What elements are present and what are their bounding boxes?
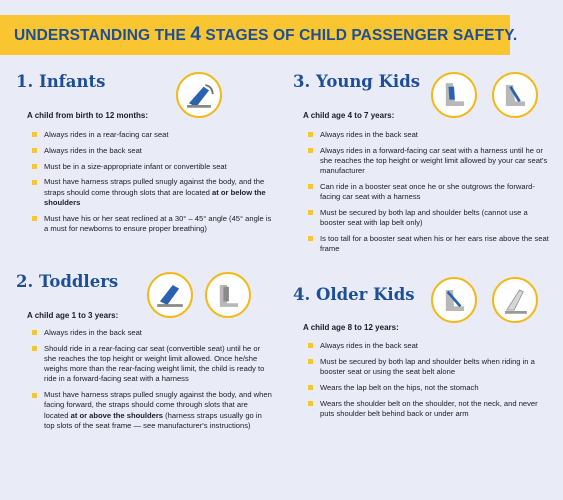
toddlers-heading: 2. Toddlers (16, 272, 119, 291)
list-item: Must be secured by both lap and shoulder belts (cannot use a booster seat with lap belt only) (306, 208, 550, 228)
infants-list (30, 130, 272, 240)
infants-heading: 1. Infants (16, 72, 106, 91)
list-item: Always rides in the back seat (306, 130, 550, 140)
booster-seat-icon (431, 277, 477, 323)
list-item: Always rides in the back seat (306, 341, 550, 351)
young-kids-heading: 3. Young Kids (293, 72, 421, 91)
young-kids-list (306, 130, 550, 260)
list-item: Always rides in the back seat (30, 146, 272, 156)
list-item: Must have harness straps pulled snugly against the body, and the straps should come through slots that are located at or below the shoulders (30, 177, 272, 208)
list-item: Is too tall for a booster seat when his or her ears rise above the seat frame (306, 234, 550, 254)
older-kids-list (306, 341, 550, 425)
list-item: Must be in a size-appropriate infant or convertible seat (30, 162, 272, 172)
infants-subheading: A child from birth to 12 months: (27, 111, 149, 120)
list-item: Must have harness straps pulled snugly against the body, and when facing forward, the straps should come through slots that are located at or above the shoulders (harness straps usually go in top slots of the seat frame — see manufacturer's instructions) (30, 390, 272, 431)
forward-facing-seat-icon (205, 272, 251, 318)
list-item: Always rides in a rear-facing car seat (30, 130, 272, 140)
list-item: Wears the lap belt on the hips, not the stomach (306, 383, 550, 393)
list-item: Should ride in a rear-facing car seat (convertible seat) until he or she reaches the top height or weight limit allowed. Once he/she weighs more than the rear-facing weight limit, the child is ready to ride in a forward-facing seat with a harness (30, 344, 272, 385)
vehicle-seat-belt-icon (492, 277, 538, 323)
toddlers-subheading: A child age 1 to 3 years: (27, 311, 119, 320)
title-banner (0, 15, 518, 55)
young-kids-subheading: A child age 4 to 7 years: (303, 111, 395, 120)
rear-facing-convertible-seat-icon (147, 272, 193, 318)
high-back-booster-seat-icon (492, 72, 538, 118)
rear-facing-infant-seat-icon (176, 72, 222, 118)
list-item: Always rides in the back seat (30, 328, 272, 338)
list-item: Must be secured by both lap and shoulder belts when riding in a booster seat or using the seat belt alone (306, 357, 550, 377)
toddlers-list (30, 328, 272, 437)
list-item: Wears the shoulder belt on the shoulder, not the neck, and never puts shoulder belt behind back or under arm (306, 399, 550, 419)
list-item: Always rides in a forward-facing car seat with a harness until he or she reaches the top height or weight limit allowed by your car seat's manufacturer (306, 146, 550, 177)
stage-count: 4 (190, 24, 201, 45)
page-title: UNDERSTANDING THE 4 STAGES OF CHILD PASSENGER SAFETY. (14, 24, 518, 45)
list-item: Must have his or her seat reclined at a 30° – 45° angle (45° angle is a must for newborns to ensure proper breathing) (30, 214, 272, 234)
forward-facing-harness-seat-icon (431, 72, 477, 118)
older-kids-heading: 4. Older Kids (293, 285, 415, 304)
older-kids-subheading: A child age 8 to 12 years: (303, 323, 399, 332)
list-item: Can ride in a booster seat once he or she outgrows the forward-facing car seat with a harness (306, 182, 550, 202)
